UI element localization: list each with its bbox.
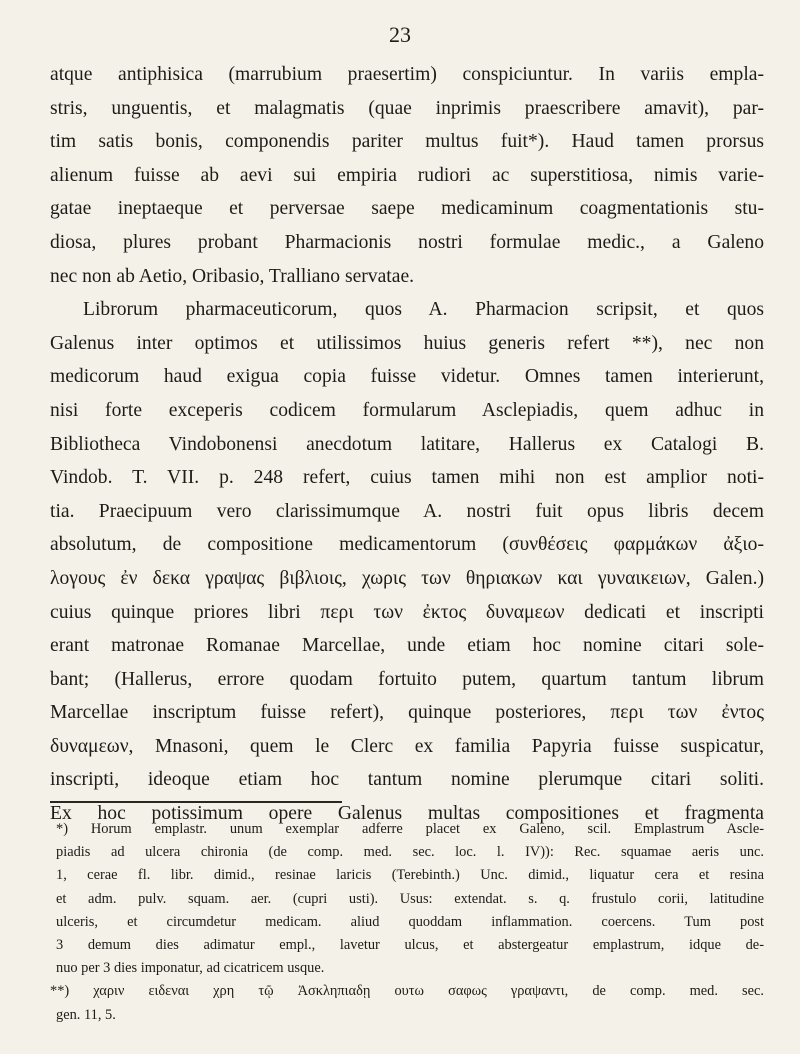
text-line: Galenus inter optimos et utilissimos huius generis refert **), nec non bbox=[50, 332, 764, 354]
footnote-line: et adm. pulv. squam. aer. (cupri usti). Usus: extendat. s. q. frustulo corii, latitudine bbox=[56, 890, 764, 907]
text-line: gatae ineptaeque et perversae saepe medicaminum coagmentationis stu- bbox=[50, 198, 764, 220]
text-line: medicorum haud exigua copia fuisse videtur. Omnes tamen interierunt, bbox=[50, 366, 764, 388]
text-line: absolutum, de compositione medicamentorum (συνθέσεις φαρμάκων ἀξιο- bbox=[50, 534, 764, 556]
text-line: Vindob. T. VII. p. 248 refert, cuius tamen mihi non est amplior noti- bbox=[50, 467, 764, 489]
text-line: stris, unguentis, et malagmatis (quae inprimis praescribere amavit), par- bbox=[50, 97, 764, 119]
footnote-line: *) Horum emplastr. unum exemplar adferre placet ex Galeno, scil. Emplastrum Ascle- bbox=[56, 821, 764, 837]
text-line: atque antiphisica (marrubium praesertim) conspiciuntur. In variis empla- bbox=[50, 64, 764, 85]
text-line: erant matronae Romanae Marcellae, unde etiam hoc nomine citari sole- bbox=[50, 635, 764, 657]
text-line: alienum fuisse ab aevi sui empiria rudiori ac superstitiosa, nimis varie- bbox=[50, 164, 764, 186]
text-line: Ex hoc potissimum opere Galenus multas compositiones et fragmenta bbox=[50, 803, 764, 825]
text-line: nisi forte exceperis codicem formularum Asclepiadis, quem adhuc in bbox=[50, 399, 764, 421]
text-line: cuius quinque priores libri περι των ἐκτος δυναμεων dedicati et inscripti bbox=[50, 601, 764, 623]
footnote-line: piadis ad ulcera chironia (de comp. med. sec. loc. l. IV)): Rec. squamae aeris unc. bbox=[56, 844, 764, 861]
footnote-line: **) χαριν ειδεναι χρη τῷ Ἀσκληπιαδῃ ουτω σαφως γραψαντι, de comp. med. sec. bbox=[50, 983, 764, 1000]
text-line: diosa, plures probant Pharmacionis nostri formulae medic., a Galeno bbox=[50, 231, 764, 253]
footnote-line: 3 demum dies adimatur empl., lavetur ulcus, et abstergeatur emplastrum, idque de- bbox=[56, 936, 764, 953]
footnote-line: ulceris, et circumdetur medicam. aliud quoddam inflammation. coercens. Tum post bbox=[56, 913, 764, 930]
text-line: δυναμεων, Mnasoni, quem le Clerc ex familia Papyria fuisse suspicatur, bbox=[50, 735, 764, 757]
text-line: Bibliotheca Vindobonensi anecdotum latitare, Hallerus ex Catalogi B. bbox=[50, 433, 764, 455]
text-line: inscripti, ideoque etiam hoc tantum nomine plerumque citari soliti. bbox=[50, 769, 764, 791]
text-line: nec non ab Aetio, Oribasio, Tralliano servatae. bbox=[50, 265, 415, 287]
footnote-line: nuo per 3 dies imponatur, ad cicatricem usque. bbox=[56, 960, 325, 977]
text-line: Librorum pharmaceuticorum, quos A. Pharmacion scripsit, et quos bbox=[83, 299, 764, 321]
page-number: 23 bbox=[389, 22, 411, 47]
footnote-rule bbox=[50, 801, 342, 803]
footnote-line: 1, cerae fl. libr. dimid., resinae laricis (Terebinth.) Unc. dimid., liquatur cera et resina bbox=[56, 867, 764, 884]
text-line: λογους ἐν δεκα γραψας βιβλιοις, χωρις των θηριακων και γυναικειων, Galen.) bbox=[50, 567, 764, 589]
text-line: tim satis bonis, componendis pariter multus fuit*). Haud tamen prorsus bbox=[50, 131, 764, 153]
text-line: bant; (Hallerus, errore quodam fortuito putem, quartum tantum librum bbox=[50, 668, 764, 690]
main-text bbox=[50, 58, 764, 831]
footnote-line: gen. 11, 5. bbox=[56, 1006, 116, 1023]
text-line: Marcellae inscriptum fuisse refert), quinque posteriores, περι των ἐντος bbox=[50, 702, 764, 724]
footnotes bbox=[50, 818, 764, 1027]
text-line: tia. Praecipuum vero clarissimumque A. nostri fuit opus libris decem bbox=[50, 500, 764, 522]
